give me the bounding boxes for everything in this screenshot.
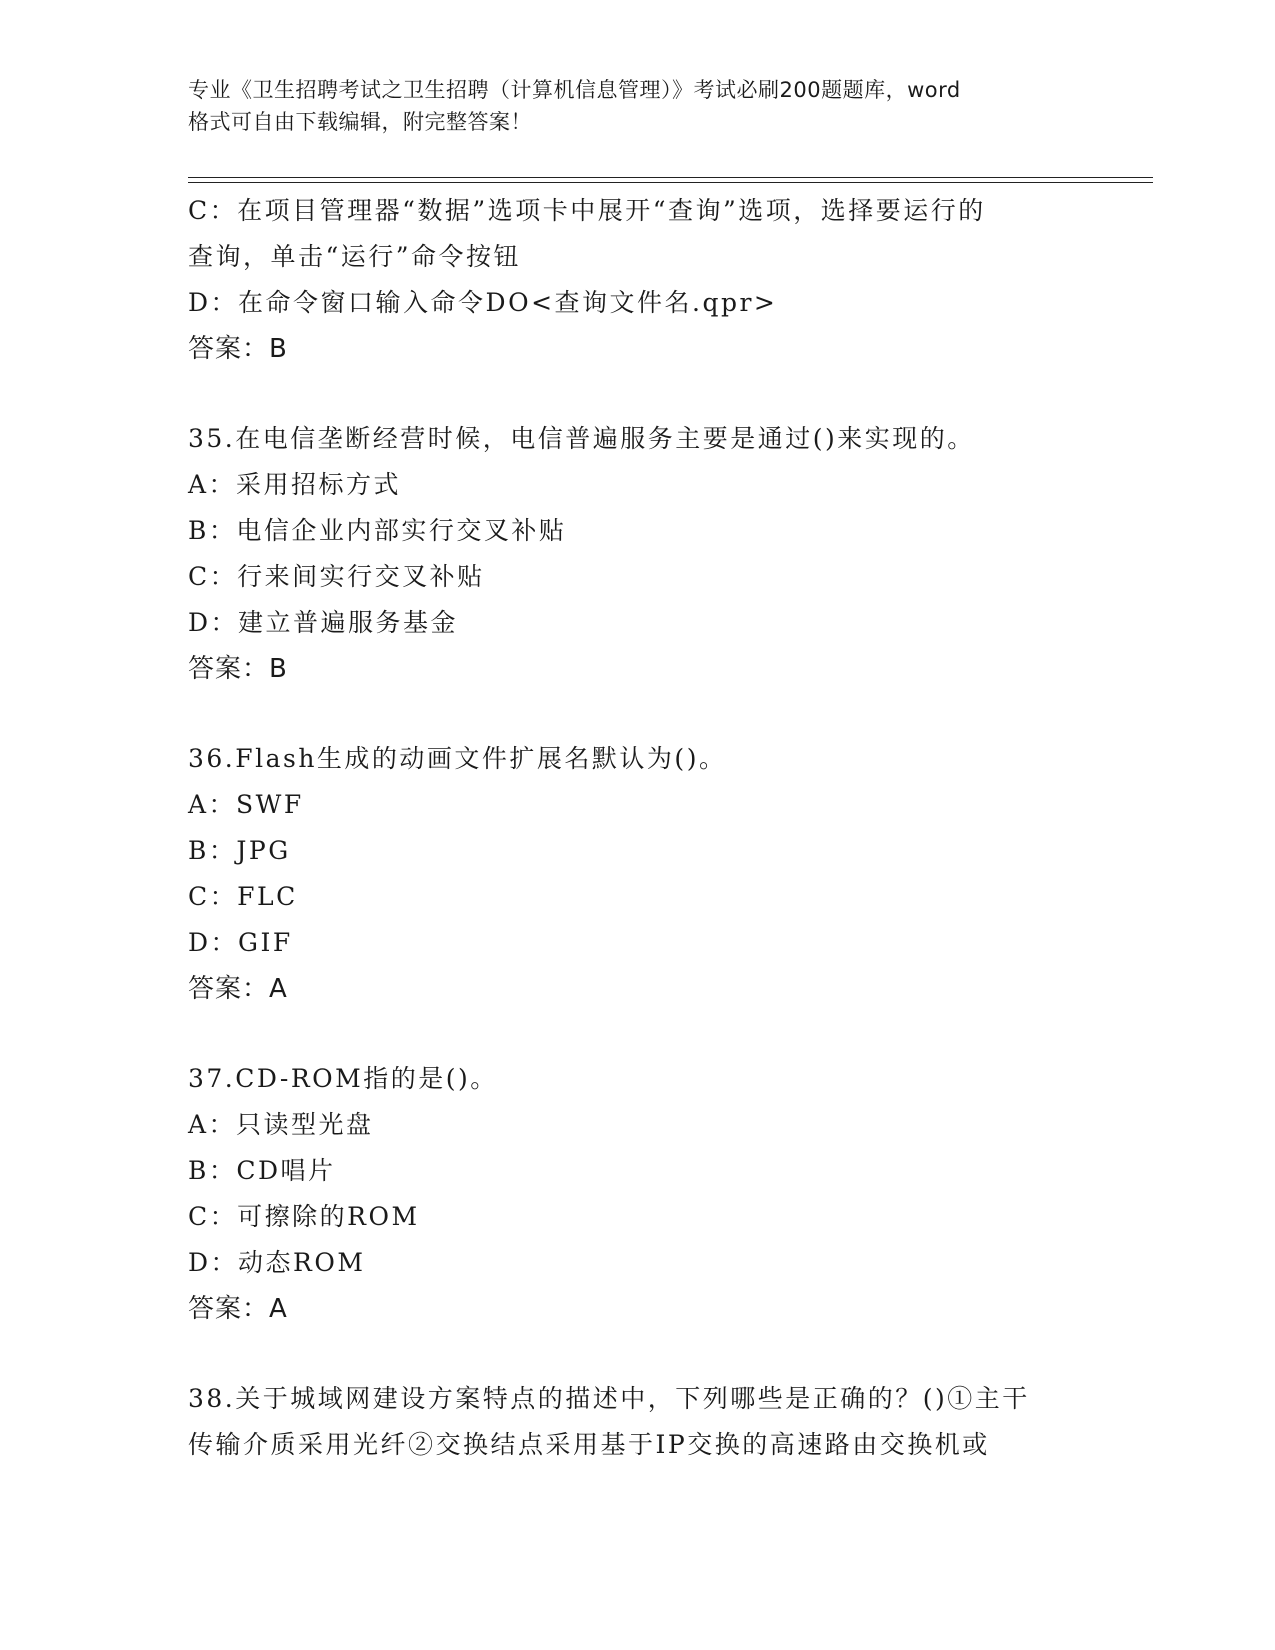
- question-36: [188, 736, 1118, 1012]
- option-d: D：在命令窗口输入命令DO<查询文件名.qpr>: [188, 288, 778, 317]
- spacer: [188, 372, 1118, 416]
- option-b: B：CD唱片: [188, 1156, 336, 1185]
- header-rule-top: [188, 177, 1153, 178]
- answer: 答案：A: [188, 974, 288, 1004]
- header-line-2: 格式可自由下载编辑，附完整答案！: [188, 110, 532, 134]
- option-c: C：行来间实行交叉补贴: [188, 562, 485, 591]
- spacer: [188, 1012, 1118, 1056]
- option-b: B：电信企业内部实行交叉补贴: [188, 516, 567, 545]
- answer: 答案：B: [188, 654, 288, 684]
- question-38: [188, 1376, 1118, 1468]
- option-d: D：动态ROM: [188, 1248, 366, 1277]
- option-c: C：FLC: [188, 882, 298, 911]
- question-stem: 37.CD-ROM指的是()。: [188, 1064, 498, 1093]
- option-d: D：GIF: [188, 928, 293, 957]
- option-a: A：采用招标方式: [188, 470, 402, 499]
- spacer: [188, 1332, 1118, 1376]
- header-rule-bottom: [188, 182, 1153, 183]
- option-c-line-2: 查询，单击“运行”命令按钮: [188, 242, 522, 271]
- option-d: D：建立普遍服务基金: [188, 608, 459, 637]
- option-c-line-1: C：在项目管理器“数据”选项卡中展开“查询”选项，选择要运行的: [188, 196, 986, 225]
- spacer: [188, 692, 1118, 736]
- question-stem-line-1: 38.关于城域网建设方案特点的描述中，下列哪些是正确的？()①主干: [188, 1384, 1030, 1413]
- option-b: B：JPG: [188, 836, 291, 865]
- option-a: A：SWF: [188, 790, 304, 819]
- option-a: A：只读型光盘: [188, 1110, 374, 1139]
- document-header: [188, 74, 1088, 138]
- continued-question: [188, 188, 1118, 372]
- question-stem-line-2: 传输介质采用光纤②交换结点采用基于IP交换的高速路由交换机或: [188, 1430, 990, 1459]
- question-stem: 36.Flash生成的动画文件扩展名默认为()。: [188, 744, 727, 773]
- question-stem: 35.在电信垄断经营时候，电信普遍服务主要是通过()来实现的。: [188, 424, 975, 453]
- question-37: [188, 1056, 1118, 1332]
- option-c: C：可擦除的ROM: [188, 1202, 420, 1231]
- document-body: [188, 188, 1118, 1468]
- header-line-1: 专业《卫生招聘考试之卫生招聘（计算机信息管理）》考试必刷200题题库，word: [188, 78, 961, 102]
- answer: 答案：B: [188, 334, 288, 364]
- answer: 答案：A: [188, 1294, 288, 1324]
- question-35: [188, 416, 1118, 692]
